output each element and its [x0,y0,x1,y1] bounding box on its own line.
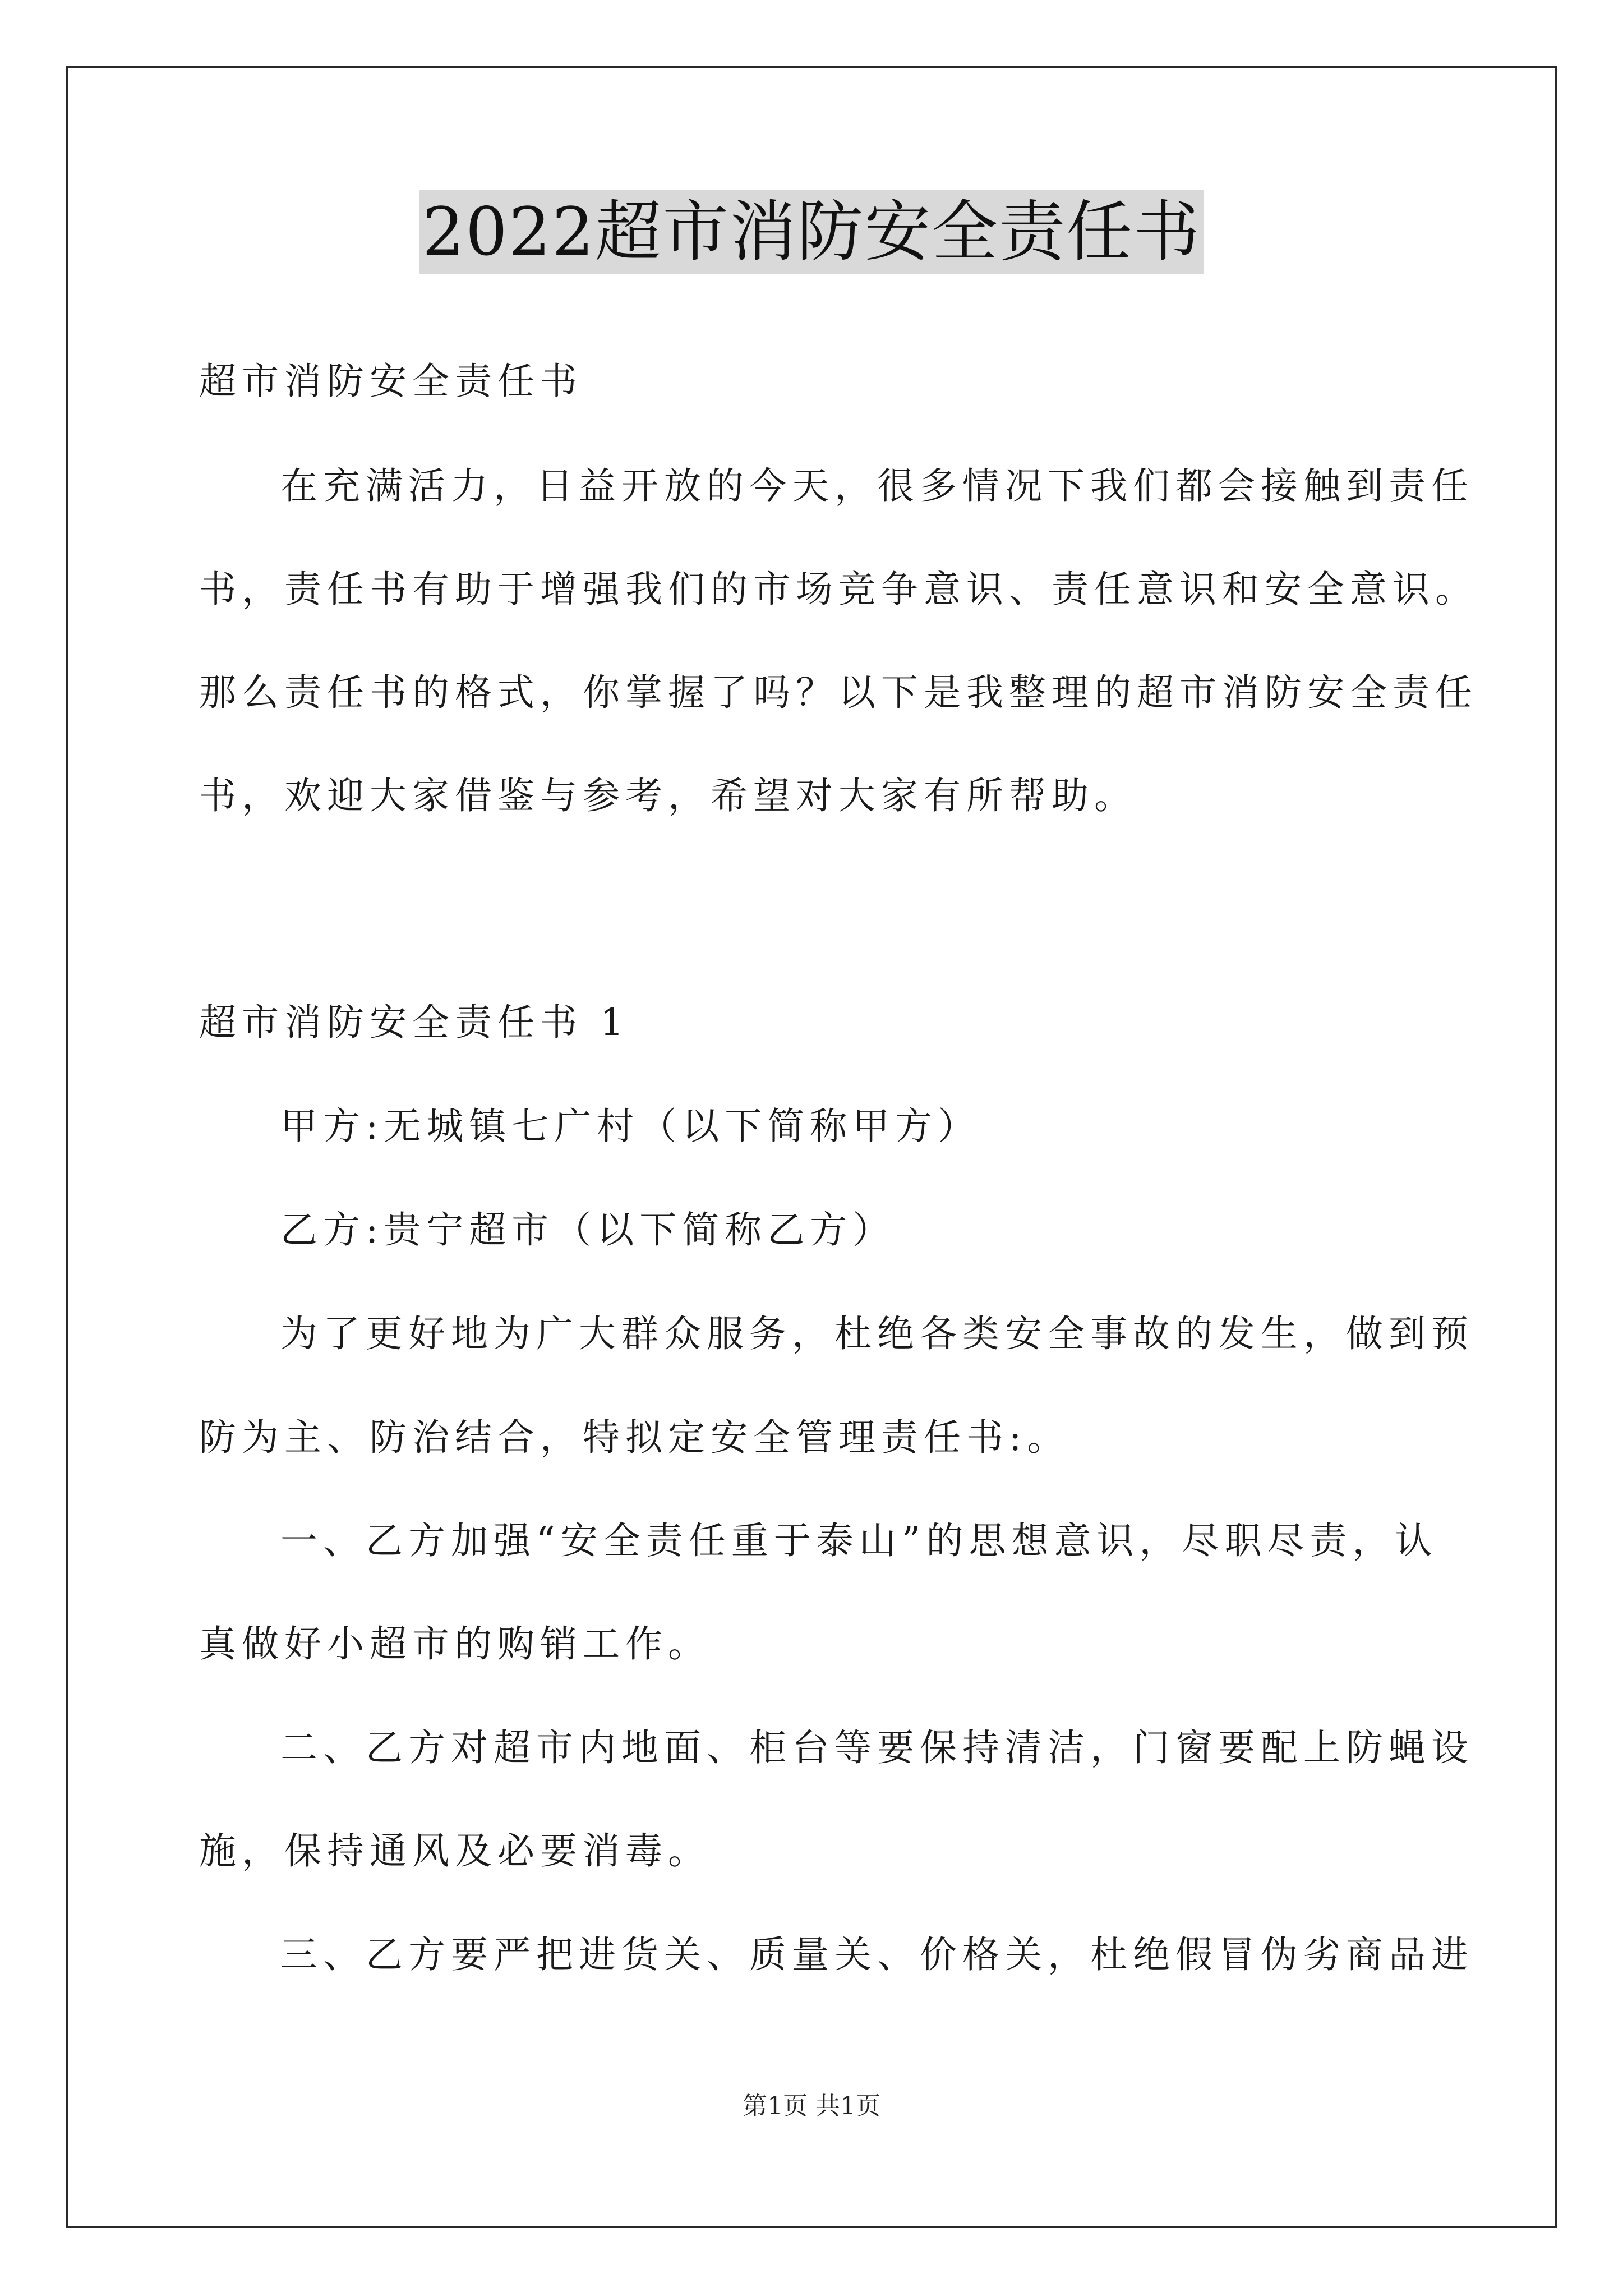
clause-two-line: 二、乙方对超市内地面、柜台等要保持清洁，门窗要配上防蝇设 [280,1726,1474,1769]
paragraph-line: 在充满活力，日益开放的今天，很多情况下我们都会接触到责任 [280,464,1474,508]
paragraph-line: 书，责任书有助于增强我们的市场竞争意识、责任意识和安全意识。 [199,568,1478,611]
party-b-line: 乙方:贵宁超市（以下简称乙方） [280,1208,896,1251]
paragraph-line: 防为主、防治结合，特拟定安全管理责任书:。 [199,1416,1070,1459]
clause-two-line: 施，保持通风及必要消毒。 [199,1829,711,1872]
section-heading: 超市消防安全责任书 [199,360,583,403]
page-footer: 第1页 共1页 [743,2092,880,2120]
clause-one-line: 一、乙方加强“安全责任重于泰山”的思想意识，尽职尽责，认 [280,1519,1438,1562]
paragraph-line: 为了更好地为广大群众服务，杜绝各类安全事故的发生，做到预 [280,1312,1474,1355]
clause-one-line: 真做好小超市的购销工作。 [199,1622,711,1665]
section-heading: 超市消防安全责任书 1 [199,1001,629,1044]
clause-three-line: 三、乙方要严把进货关、质量关、价格关，杜绝假冒伪劣商品进 [280,1933,1474,1976]
title-container [0,190,1623,274]
paragraph-line: 书，欢迎大家借鉴与参考，希望对大家有所帮助。 [199,774,1137,817]
party-a-line: 甲方:无城镇七广村（以下简称甲方） [280,1105,981,1148]
paragraph-line: 那么责任书的格式，你掌握了吗？以下是我整理的超市消防安全责任 [199,671,1478,714]
document-title: 2022超市消防安全责任书 [419,190,1204,274]
